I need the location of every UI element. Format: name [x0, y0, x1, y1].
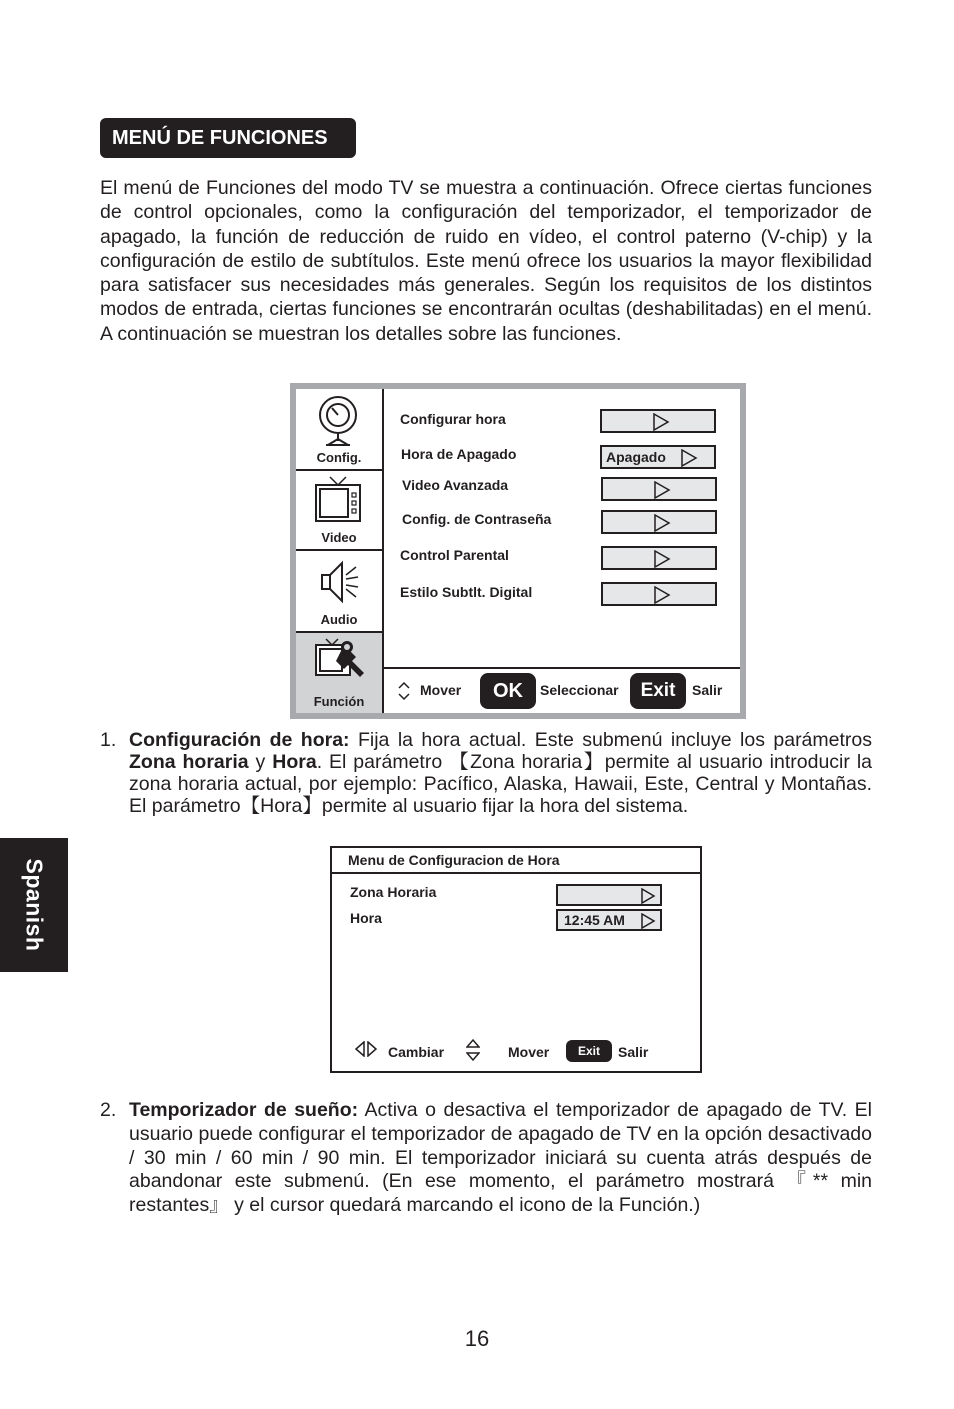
- item-1-text: Fija la hora actual. Este submenú incluye los parámetros: [349, 729, 872, 751]
- up-down-arrows-icon: [466, 1038, 480, 1062]
- option-arrow-button[interactable]: [600, 409, 716, 433]
- time-field[interactable]: [556, 909, 662, 931]
- option-arrow-button[interactable]: [601, 510, 717, 534]
- option-label: Video Avanzada: [402, 477, 509, 493]
- right-arrow-icon: [680, 449, 698, 467]
- time-zone-field[interactable]: [556, 884, 662, 906]
- language-side-tab: [0, 838, 68, 972]
- item-1-title: Configuración de hora:: [129, 729, 350, 751]
- item-1-number: 1.: [100, 729, 117, 751]
- option-value: Apagado: [606, 449, 666, 465]
- option-arrow-button[interactable]: [601, 546, 717, 570]
- footer-exit-label: Salir: [692, 682, 723, 698]
- left-right-arrows-icon: [354, 1041, 378, 1057]
- item-1-body: [129, 729, 872, 817]
- footer-exit-label: Salir: [618, 1044, 649, 1060]
- up-down-arrows-icon: [398, 681, 410, 701]
- footer-change-label: Cambiar: [388, 1044, 445, 1060]
- section-title: MENÚ DE FUNCIONES: [100, 118, 356, 158]
- option-label: Config. de Contraseña: [402, 511, 552, 527]
- footer-select-label: Seleccionar: [540, 682, 619, 698]
- tab-audio-label: Audio: [320, 612, 358, 627]
- page-number: 16: [464, 1326, 490, 1351]
- option-label: Configurar hora: [400, 411, 506, 427]
- function-menu-screenshot: [290, 383, 746, 719]
- time-config-menu-title: Menu de Configuracion de Hora: [332, 848, 700, 874]
- footer-move-label: Mover: [508, 1044, 550, 1060]
- time-zone-label: Zona Horaria: [350, 884, 437, 900]
- right-arrow-icon: [652, 413, 670, 431]
- speaker-icon: [316, 559, 366, 611]
- option-label: Hora de Apagado: [401, 446, 517, 462]
- tab-funcion[interactable]: [296, 633, 382, 713]
- option-arrow-button[interactable]: [601, 582, 717, 606]
- item-2-title: Temporizador de sueño:: [129, 1099, 359, 1121]
- tv-icon: [314, 475, 364, 527]
- right-arrow-icon: [640, 888, 656, 904]
- tab-funcion-label: Función: [313, 694, 365, 709]
- right-arrow-icon: [653, 514, 671, 532]
- exit-button[interactable]: Exit: [566, 1040, 612, 1062]
- time-config-menu-screenshot: [330, 846, 702, 1073]
- tv-wrench-icon: [314, 637, 368, 687]
- tab-audio[interactable]: [296, 551, 382, 633]
- tab-config[interactable]: [296, 389, 382, 471]
- function-menu-panel: [296, 389, 740, 713]
- option-label: Control Parental: [400, 547, 509, 563]
- tab-config-label: Config.: [316, 450, 362, 465]
- tab-video[interactable]: [296, 471, 382, 551]
- menu-footer: [384, 667, 740, 713]
- time-value: 12:45 AM: [564, 912, 625, 928]
- exit-button[interactable]: Exit: [630, 673, 686, 709]
- time-label: Hora: [350, 910, 382, 926]
- item-2-body: [129, 1099, 872, 1218]
- footer-move-label: Mover: [420, 682, 462, 698]
- item-1-bold-hora: Hora: [272, 751, 317, 773]
- option-arrow-button[interactable]: [601, 477, 717, 501]
- item-2-text: Activa o desactiva el temporizador de apagado de TV. El usuario puede configurar el temporizador de apagado de TV en la opción desactivado / 30 min / 60 min / 90 min. El temporizador iniciará su cuenta atrás después de abandonar este submenú. (En ese momento, el parámetro mostrará 『** min restantes』 y el cursor quedará marcando el icono de la Función.): [129, 1099, 872, 1217]
- option-value-button[interactable]: [600, 445, 716, 469]
- item-1-text: y: [248, 751, 273, 773]
- item-1-text: . El parámetro 【Zona horaria】permite al usuario introducir la zona horaria actual, por ejemplo: Pacífico, Alaska, Hawaii, Este, Central y Montañas. El parámetro【Hora】permite al usuario fijar la hora del sistema.: [129, 751, 872, 817]
- intro-paragraph: El menú de Funciones del modo TV se muestra a continuación. Ofrece ciertas funciones de control opcionales, como la configuración del temporizador, el temporizador de apagado, la función de reducción de ruido en vídeo, el control paterno (V-chip) y la configuración de estilo de subtítulos. Este menú ofrece los usuarios la mayor flexibilidad para satisfacer sus necesidades más generales. Según los requisitos de los distintos modos de entrada, ciertas funciones se encontrarán ocultas (deshabilitadas) en el menú. A continuación se muestran los detalles sobre las funciones.: [100, 177, 872, 345]
- item-2-paragraph: [100, 1099, 872, 1218]
- language-label: Spanish: [21, 858, 48, 952]
- satellite-dish-icon: [312, 395, 364, 451]
- menu-icon-column: [296, 389, 384, 713]
- right-arrow-icon: [653, 481, 671, 499]
- option-label: Estilo Subtlt. Digital: [400, 584, 533, 600]
- right-arrow-icon: [653, 550, 671, 568]
- item-2-number: 2.: [100, 1099, 117, 1121]
- item-1-bold-zona: Zona horaria: [129, 751, 249, 773]
- tab-video-label: Video: [321, 530, 357, 545]
- right-arrow-icon: [640, 913, 656, 929]
- ok-button[interactable]: OK: [480, 673, 536, 709]
- right-arrow-icon: [653, 586, 671, 604]
- item-1-paragraph: [100, 729, 872, 817]
